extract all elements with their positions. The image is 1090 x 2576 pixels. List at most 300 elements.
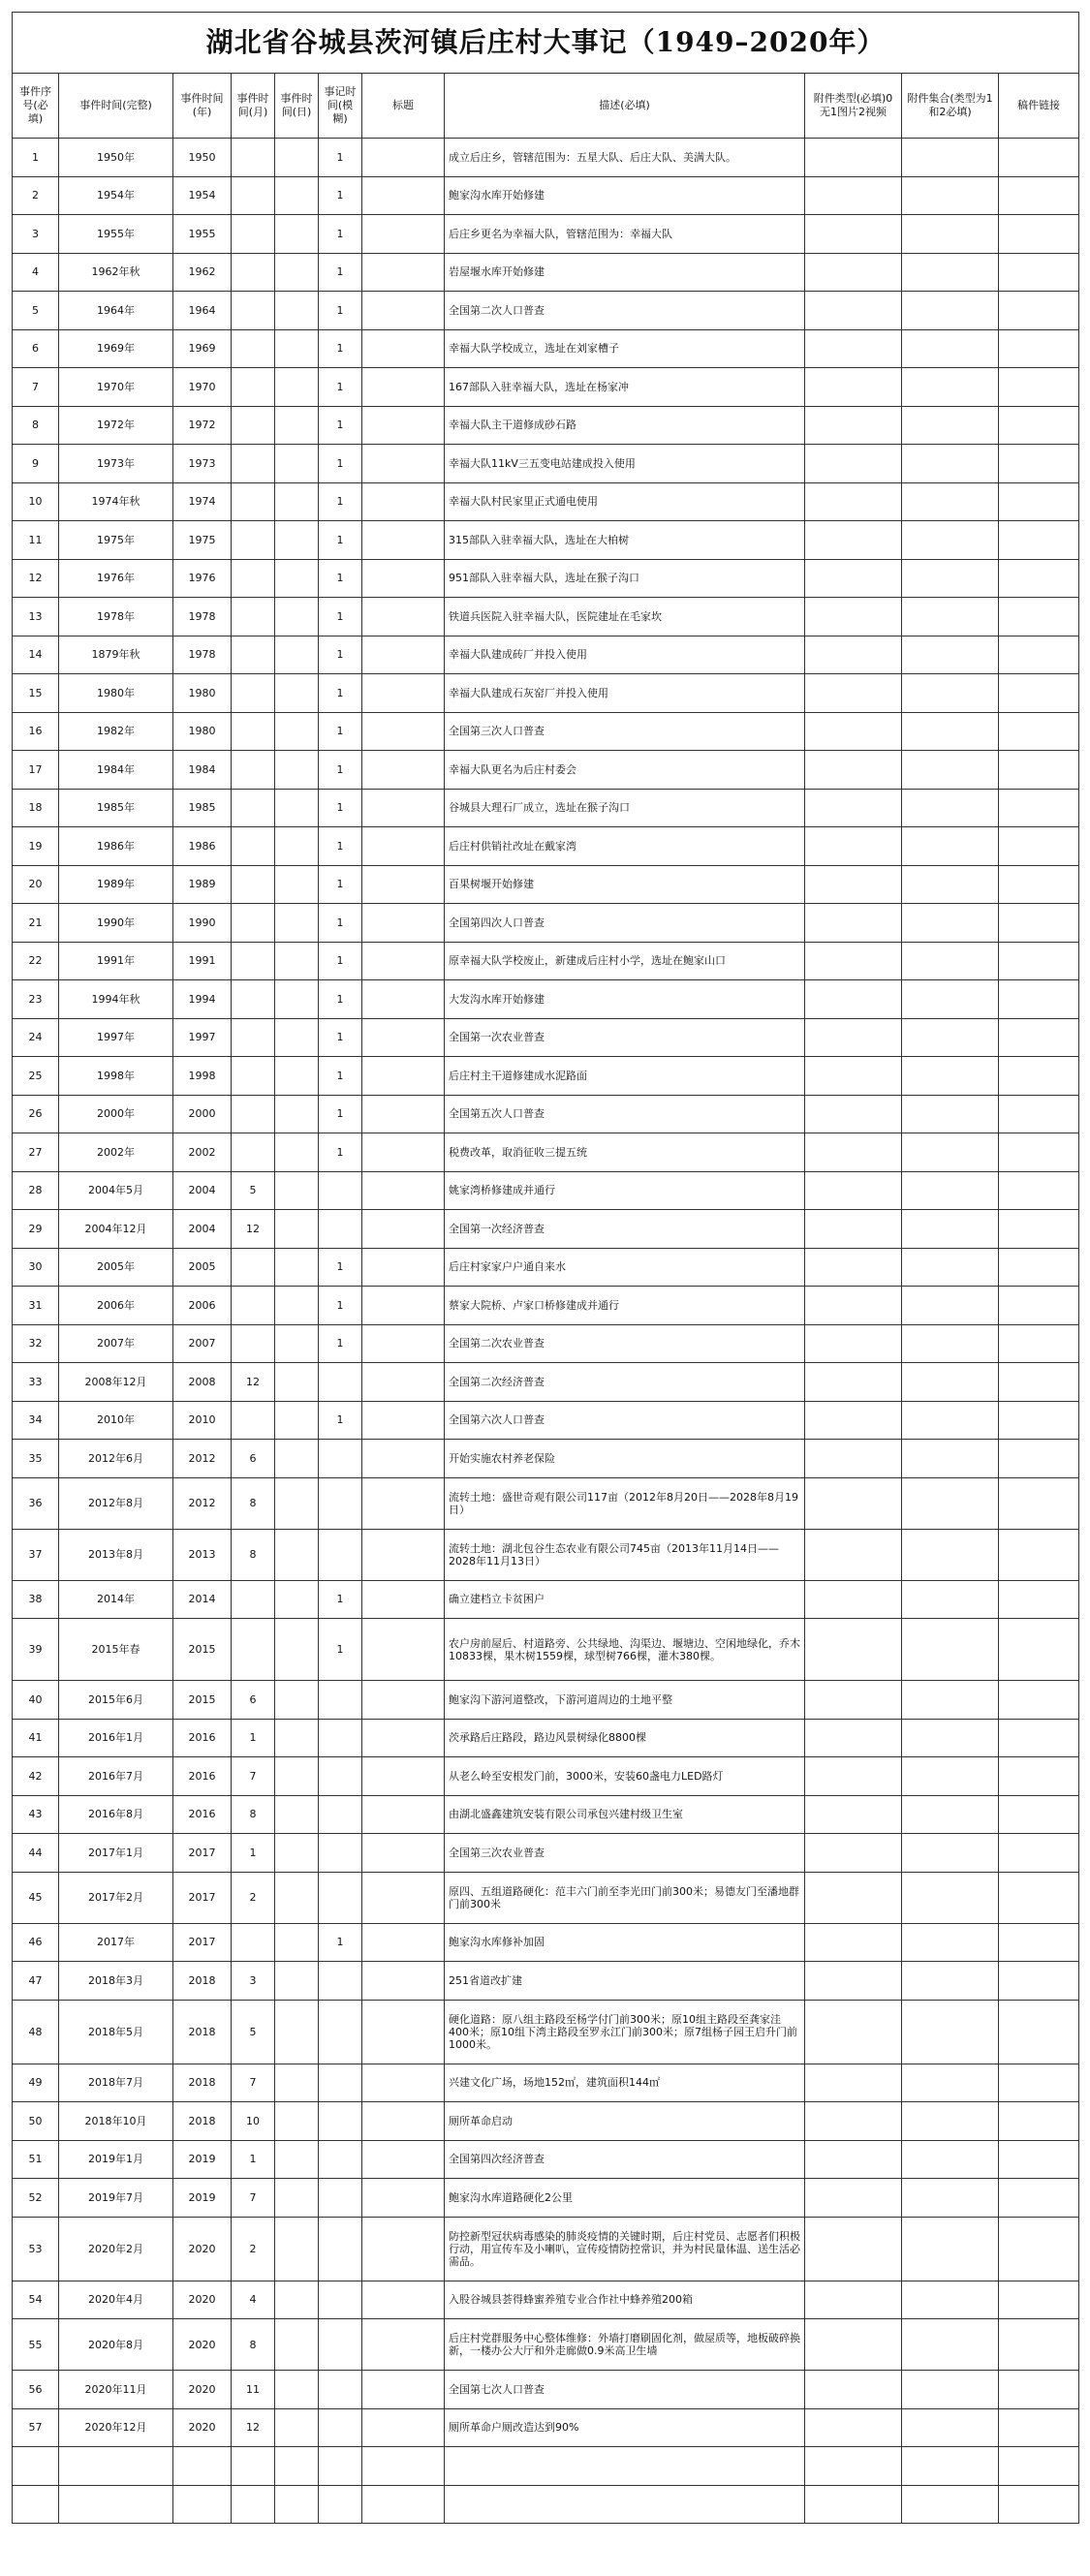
table-row: [13, 2217, 1079, 2281]
cell-attach-set: [902, 2217, 999, 2281]
cell-link: [999, 406, 1079, 445]
cell-time-full: 1978年: [59, 598, 173, 636]
cell-label: [362, 1795, 445, 1834]
cell-fuzzy: 1: [319, 942, 362, 980]
cell-label: [362, 2000, 445, 2064]
cell-year: 2017: [173, 1923, 232, 1962]
cell-day: [275, 2179, 319, 2218]
cell-year: 2017: [173, 1872, 232, 1923]
cell-month: [232, 482, 275, 521]
cell-link: [999, 980, 1079, 1019]
cell-time-full: 1955年: [59, 215, 173, 254]
cell-fuzzy: [319, 2140, 362, 2179]
cell-fuzzy: [319, 1872, 362, 1923]
cell-attach-set: [902, 980, 999, 1019]
cell-seq: 51: [13, 2140, 59, 2179]
cell-time-full: 2015年春: [59, 1619, 173, 1681]
cell-year: 1972: [173, 406, 232, 445]
cell-day: [275, 2371, 319, 2409]
cell-attach-type: [805, 1440, 902, 1478]
cell-label: [362, 559, 445, 598]
cell-month: [232, 827, 275, 866]
cell-day: [275, 329, 319, 368]
cell-year: 1964: [173, 292, 232, 330]
cell-link: [999, 1719, 1079, 1757]
cell-time-full: 2018年3月: [59, 1962, 173, 2001]
cell-attach-type: [805, 2217, 902, 2281]
cell-desc: 全国第七次人口普查: [445, 2371, 805, 2409]
cell-attach-set: [902, 2102, 999, 2141]
table-row: [13, 980, 1079, 1019]
cell-year: 2005: [173, 1248, 232, 1287]
cell-year: 1969: [173, 329, 232, 368]
cell-month: 10: [232, 2102, 275, 2141]
table-row: [13, 445, 1079, 483]
cell-year: 2012: [173, 1477, 232, 1529]
cell-year: 1974: [173, 482, 232, 521]
cell-day: [275, 176, 319, 215]
cell-time-full: 1994年秋: [59, 980, 173, 1019]
cell-time-full: 2015年6月: [59, 1681, 173, 1720]
cell-desc: 开始实施农村养老保险: [445, 1440, 805, 1478]
cell-label: [362, 2179, 445, 2218]
cell-fuzzy: [319, 1171, 362, 1210]
cell-day: [275, 1363, 319, 1402]
cell-seq: 50: [13, 2102, 59, 2141]
table-row: [13, 2281, 1079, 2319]
cell-fuzzy: 1: [319, 368, 362, 407]
cell-attach-type: [805, 827, 902, 866]
cell-fuzzy: [319, 1719, 362, 1757]
cell-year: 1954: [173, 176, 232, 215]
cell-attach-set: [902, 865, 999, 904]
cell-year: 2017: [173, 1834, 232, 1873]
cell-attach-type: [805, 636, 902, 674]
cell-attach-set: [902, 406, 999, 445]
cell-attach-type: [805, 1719, 902, 1757]
cell-attach-type: [805, 2000, 902, 2064]
cell-attach-set: [902, 1324, 999, 1363]
cell-day: [275, 1477, 319, 1529]
table-row: [13, 1401, 1079, 1440]
cell-desc: 厕所革命启动: [445, 2102, 805, 2141]
cell-seq: 26: [13, 1095, 59, 1133]
cell-year: 2008: [173, 1363, 232, 1402]
table-row: [13, 292, 1079, 330]
cell-desc: 251省道改扩建: [445, 1962, 805, 2001]
cell-time-full: 2020年2月: [59, 2217, 173, 2281]
cell-link: [999, 2102, 1079, 2141]
cell-year: 1970: [173, 368, 232, 407]
cell-fuzzy: 1: [319, 712, 362, 751]
cell-day: [275, 789, 319, 827]
cell-month: [232, 1248, 275, 1287]
cell-year: 1976: [173, 559, 232, 598]
table-body: [13, 139, 1079, 2524]
cell-attach-set: [902, 1477, 999, 1529]
cell-attach-type: [805, 2064, 902, 2102]
cell-time-full: 2017年: [59, 1923, 173, 1962]
cell-fuzzy: 1: [319, 445, 362, 483]
cell-seq: 14: [13, 636, 59, 674]
cell-desc: 全国第三次农业普查: [445, 1834, 805, 1873]
empty-cell: [275, 2485, 319, 2524]
cell-month: 5: [232, 1171, 275, 1210]
cell-desc: 幸福大队建成石灰窑厂并投入使用: [445, 674, 805, 713]
table-row: [13, 1477, 1079, 1529]
cell-attach-set: [902, 598, 999, 636]
cell-month: [232, 1619, 275, 1681]
cell-label: [362, 1872, 445, 1923]
header-row: [13, 74, 1079, 139]
cell-fuzzy: 1: [319, 292, 362, 330]
cell-day: [275, 521, 319, 560]
cell-label: [362, 1133, 445, 1172]
cell-seq: 57: [13, 2408, 59, 2447]
cell-desc: 幸福大队建成砖厂并投入使用: [445, 636, 805, 674]
cell-seq: 6: [13, 329, 59, 368]
cell-link: [999, 1324, 1079, 1363]
cell-time-full: 1975年: [59, 521, 173, 560]
cell-year: 2020: [173, 2217, 232, 2281]
cell-day: [275, 368, 319, 407]
cell-attach-type: [805, 482, 902, 521]
cell-time-full: 2019年7月: [59, 2179, 173, 2218]
cell-attach-set: [902, 1923, 999, 1962]
cell-attach-type: [805, 445, 902, 483]
cell-label: [362, 1287, 445, 1325]
cell-link: [999, 942, 1079, 980]
cell-label: [362, 215, 445, 254]
table-row: [13, 139, 1079, 177]
cell-desc: 姚家湾桥修建成并通行: [445, 1171, 805, 1210]
cell-time-full: 1976年: [59, 559, 173, 598]
empty-cell: [59, 2447, 173, 2486]
cell-attach-set: [902, 1440, 999, 1478]
cell-month: 5: [232, 2000, 275, 2064]
cell-label: [362, 368, 445, 407]
cell-year: 2019: [173, 2140, 232, 2179]
cell-fuzzy: 1: [319, 636, 362, 674]
cell-time-full: 2006年: [59, 1287, 173, 1325]
cell-month: [232, 406, 275, 445]
cell-label: [362, 1363, 445, 1402]
cell-fuzzy: [319, 2179, 362, 2218]
cell-attach-type: [805, 2319, 902, 2371]
cell-month: [232, 751, 275, 790]
cell-day: [275, 1962, 319, 2001]
cell-desc: 951部队入驻幸福大队，选址在猴子沟口: [445, 559, 805, 598]
cell-desc: 农户房前屋后、村道路旁、公共绿地、沟渠边、堰塘边、空闲地绿化，乔木10833棵，果木树1559棵，球型树766棵，灌木380棵。: [445, 1619, 805, 1681]
cell-year: 1989: [173, 865, 232, 904]
table-row: [13, 215, 1079, 254]
cell-seq: 43: [13, 1795, 59, 1834]
table-row: [13, 636, 1079, 674]
cell-day: [275, 1757, 319, 1796]
cell-attach-type: [805, 1757, 902, 1796]
cell-link: [999, 827, 1079, 866]
cell-time-full: 1986年: [59, 827, 173, 866]
table-row: [13, 482, 1079, 521]
cell-year: 2013: [173, 1529, 232, 1580]
cell-seq: 45: [13, 1872, 59, 1923]
cell-label: [362, 1018, 445, 1057]
cell-year: 2016: [173, 1757, 232, 1796]
cell-seq: 18: [13, 789, 59, 827]
cell-month: [232, 598, 275, 636]
table-row: [13, 1057, 1079, 1096]
cell-fuzzy: 1: [319, 1580, 362, 1619]
cell-fuzzy: [319, 1681, 362, 1720]
cell-month: [232, 559, 275, 598]
col-fuzzy: 事记时间(模糊): [319, 74, 362, 139]
cell-attach-type: [805, 2408, 902, 2447]
cell-year: 2016: [173, 1795, 232, 1834]
cell-month: [232, 1095, 275, 1133]
cell-label: [362, 1757, 445, 1796]
cell-link: [999, 1681, 1079, 1720]
cell-month: 8: [232, 1529, 275, 1580]
cell-link: [999, 176, 1079, 215]
cell-month: [232, 1287, 275, 1325]
table-row: [13, 1719, 1079, 1757]
cell-attach-set: [902, 2000, 999, 2064]
cell-year: 1991: [173, 942, 232, 980]
empty-cell: [902, 2447, 999, 2486]
cell-month: 8: [232, 1477, 275, 1529]
cell-time-full: 1964年: [59, 292, 173, 330]
cell-month: [232, 176, 275, 215]
cell-label: [362, 2140, 445, 2179]
cell-attach-set: [902, 712, 999, 751]
cell-attach-set: [902, 2064, 999, 2102]
cell-seq: 11: [13, 521, 59, 560]
cell-year: 1990: [173, 904, 232, 943]
cell-attach-type: [805, 904, 902, 943]
cell-fuzzy: 1: [319, 559, 362, 598]
cell-attach-set: [902, 1795, 999, 1834]
table-row: [13, 827, 1079, 866]
cell-fuzzy: [319, 2319, 362, 2371]
cell-attach-set: [902, 789, 999, 827]
cell-fuzzy: [319, 1363, 362, 1402]
empty-cell: [319, 2447, 362, 2486]
cell-desc: 全国第一次农业普查: [445, 1018, 805, 1057]
cell-year: 2006: [173, 1287, 232, 1325]
cell-fuzzy: 1: [319, 1923, 362, 1962]
cell-label: [362, 636, 445, 674]
cell-year: 2016: [173, 1719, 232, 1757]
cell-month: 8: [232, 1795, 275, 1834]
cell-desc: 全国第五次人口普查: [445, 1095, 805, 1133]
cell-link: [999, 1210, 1079, 1249]
cell-label: [362, 1095, 445, 1133]
cell-link: [999, 789, 1079, 827]
cell-desc: 防控新型冠状病毒感染的肺炎疫情的关键时期，后庄村党员、志愿者们积极行动，用宣传车及小喇叭，宣传疫情防控常识，并为村民量体温、送生活必需品。: [445, 2217, 805, 2281]
cell-attach-type: [805, 292, 902, 330]
cell-seq: 33: [13, 1363, 59, 1402]
cell-link: [999, 2000, 1079, 2064]
table-row: [13, 2371, 1079, 2409]
cell-label: [362, 1248, 445, 1287]
cell-time-full: 2020年4月: [59, 2281, 173, 2319]
cell-day: [275, 2217, 319, 2281]
cell-attach-set: [902, 1619, 999, 1681]
cell-desc: 全国第四次经济普查: [445, 2140, 805, 2179]
cell-attach-type: [805, 1529, 902, 1580]
cell-link: [999, 1619, 1079, 1681]
cell-label: [362, 2102, 445, 2141]
cell-label: [362, 1324, 445, 1363]
cell-attach-type: [805, 1681, 902, 1720]
cell-time-full: 1998年: [59, 1057, 173, 1096]
cell-time-full: 1991年: [59, 942, 173, 980]
table-row: [13, 521, 1079, 560]
cell-seq: 5: [13, 292, 59, 330]
table-row: [13, 865, 1079, 904]
cell-attach-type: [805, 406, 902, 445]
cell-attach-type: [805, 1363, 902, 1402]
cell-seq: 52: [13, 2179, 59, 2218]
cell-month: 7: [232, 1757, 275, 1796]
cell-desc: 由湖北盛鑫建筑安装有限公司承包兴建村级卫生室: [445, 1795, 805, 1834]
cell-time-full: 2010年: [59, 1401, 173, 1440]
empty-cell: [173, 2447, 232, 2486]
cell-year: 2020: [173, 2371, 232, 2409]
cell-year: 2020: [173, 2408, 232, 2447]
cell-day: [275, 2140, 319, 2179]
cell-month: [232, 904, 275, 943]
cell-label: [362, 406, 445, 445]
cell-fuzzy: [319, 1962, 362, 2001]
cell-day: [275, 2064, 319, 2102]
cell-day: [275, 1248, 319, 1287]
cell-day: [275, 1440, 319, 1478]
cell-attach-set: [902, 1057, 999, 1096]
table-row: [13, 942, 1079, 980]
cell-day: [275, 406, 319, 445]
cell-year: 2007: [173, 1324, 232, 1363]
cell-year: 2015: [173, 1619, 232, 1681]
cell-fuzzy: [319, 1757, 362, 1796]
cell-attach-set: [902, 445, 999, 483]
cell-desc: 全国第三次人口普查: [445, 712, 805, 751]
empty-cell: [319, 2485, 362, 2524]
cell-label: [362, 2371, 445, 2409]
cell-attach-set: [902, 827, 999, 866]
cell-time-full: 2020年11月: [59, 2371, 173, 2409]
cell-month: 6: [232, 1681, 275, 1720]
cell-day: [275, 942, 319, 980]
cell-seq: 2: [13, 176, 59, 215]
cell-link: [999, 253, 1079, 292]
cell-day: [275, 1619, 319, 1681]
cell-desc: 原幸福大队学校废止，新建成后庄村小学，选址在鲍家山口: [445, 942, 805, 980]
cell-link: [999, 1363, 1079, 1402]
cell-month: [232, 139, 275, 177]
cell-time-full: 2008年12月: [59, 1363, 173, 1402]
cell-time-full: 2007年: [59, 1324, 173, 1363]
cell-attach-set: [902, 751, 999, 790]
col-month: 事件时间(月): [232, 74, 275, 139]
cell-attach-type: [805, 1095, 902, 1133]
cell-label: [362, 904, 445, 943]
cell-desc: 鲍家沟水库道路硬化2公里: [445, 2179, 805, 2218]
cell-link: [999, 329, 1079, 368]
cell-month: [232, 789, 275, 827]
cell-fuzzy: 1: [319, 865, 362, 904]
cell-seq: 15: [13, 674, 59, 713]
table-row: [13, 1962, 1079, 2001]
cell-label: [362, 2064, 445, 2102]
cell-link: [999, 559, 1079, 598]
cell-seq: 53: [13, 2217, 59, 2281]
cell-day: [275, 1324, 319, 1363]
table-row: [13, 1324, 1079, 1363]
cell-seq: 1: [13, 139, 59, 177]
cell-attach-set: [902, 1872, 999, 1923]
cell-seq: 24: [13, 1018, 59, 1057]
cell-link: [999, 1580, 1079, 1619]
cell-attach-set: [902, 521, 999, 560]
cell-link: [999, 521, 1079, 560]
cell-seq: 56: [13, 2371, 59, 2409]
empty-cell: [173, 2485, 232, 2524]
cell-desc: 幸福大队11kV三五变电站建成投入使用: [445, 445, 805, 483]
cell-attach-set: [902, 2319, 999, 2371]
col-link: 稿件链接: [999, 74, 1079, 139]
cell-month: 1: [232, 2140, 275, 2179]
cell-desc: 大发沟水库开始修建: [445, 980, 805, 1019]
cell-month: [232, 445, 275, 483]
cell-day: [275, 598, 319, 636]
cell-seq: 40: [13, 1681, 59, 1720]
cell-seq: 8: [13, 406, 59, 445]
cell-desc: 全国第一次经济普查: [445, 1210, 805, 1249]
cell-link: [999, 1287, 1079, 1325]
cell-attach-type: [805, 980, 902, 1019]
cell-seq: 30: [13, 1248, 59, 1287]
table-row: [13, 1619, 1079, 1681]
cell-year: 2018: [173, 2000, 232, 2064]
cell-seq: 37: [13, 1529, 59, 1580]
cell-link: [999, 1834, 1079, 1873]
table-row: [13, 329, 1079, 368]
cell-link: [999, 751, 1079, 790]
cell-attach-set: [902, 1210, 999, 1249]
cell-time-full: 1984年: [59, 751, 173, 790]
cell-label: [362, 1834, 445, 1873]
cell-label: [362, 712, 445, 751]
cell-fuzzy: [319, 1440, 362, 1478]
cell-month: [232, 980, 275, 1019]
cell-year: 1955: [173, 215, 232, 254]
cell-month: [232, 674, 275, 713]
cell-day: [275, 445, 319, 483]
cell-seq: 36: [13, 1477, 59, 1529]
empty-row: [13, 2485, 1079, 2524]
table-row: [13, 1923, 1079, 1962]
cell-desc: 幸福大队村民家里正式通电使用: [445, 482, 805, 521]
cell-day: [275, 139, 319, 177]
cell-time-full: 1954年: [59, 176, 173, 215]
empty-cell: [999, 2447, 1079, 2486]
cell-seq: 35: [13, 1440, 59, 1478]
cell-fuzzy: 1: [319, 1248, 362, 1287]
cell-day: [275, 1580, 319, 1619]
cell-link: [999, 1440, 1079, 1478]
cell-link: [999, 598, 1079, 636]
